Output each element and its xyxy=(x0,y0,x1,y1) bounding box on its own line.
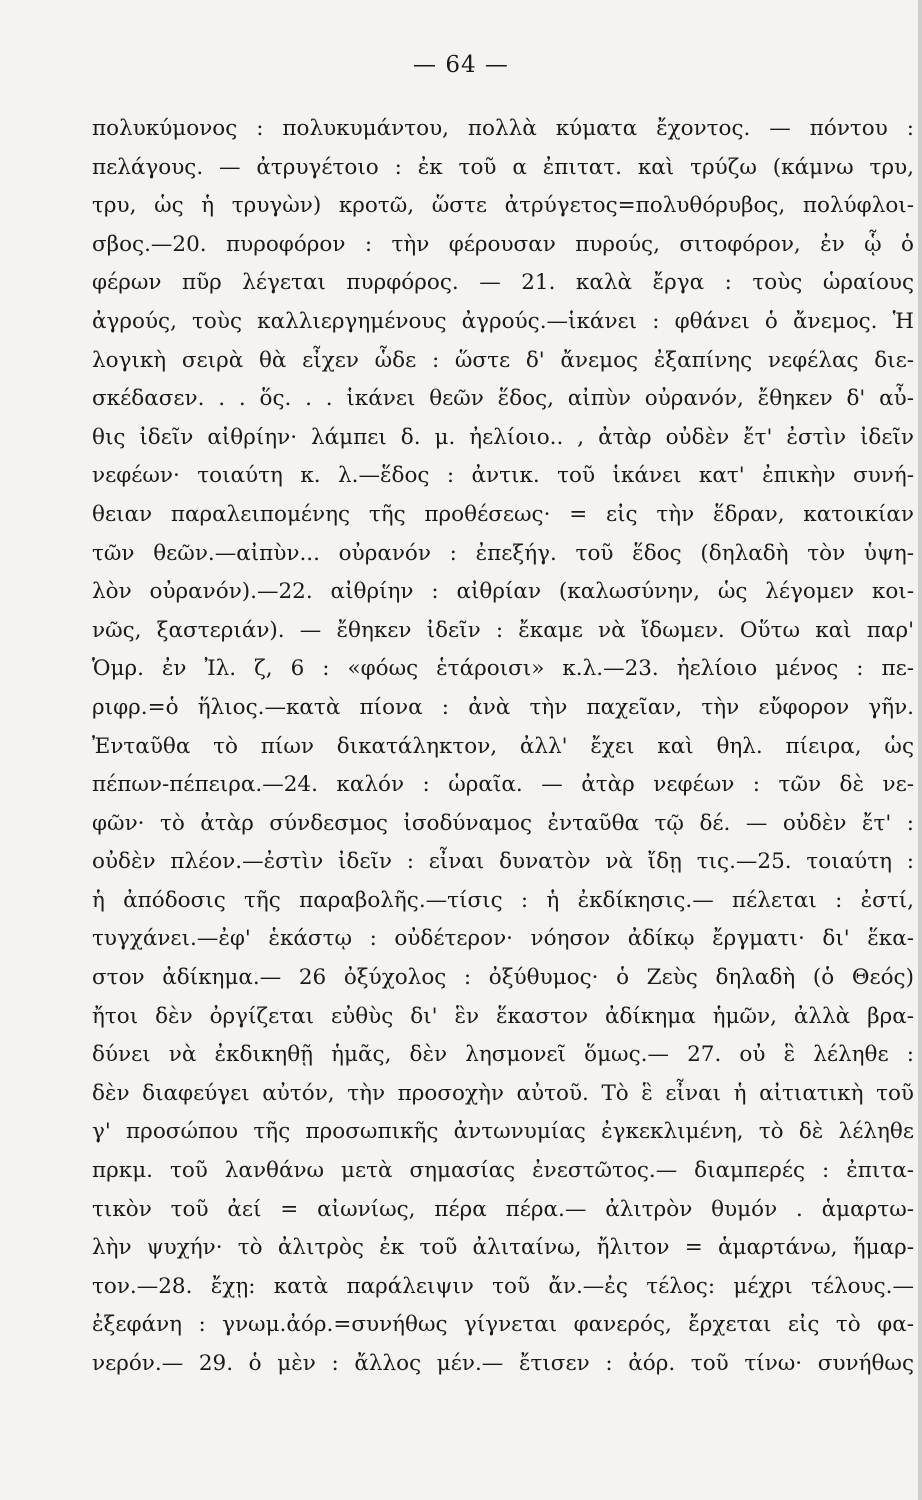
text-line: νῶς, ξαστεριάν). — ἔθηκεν ἰδεῖν : ἔκαμε νὰ ἴδωμεν. Οὕτω καὶ παρ' xyxy=(92,617,914,643)
text-line: λὸν οὐρανόν).—22. αἰθρίην : αἰθρίαν (καλωσύνην, ὡς λέγομεν κοι- xyxy=(92,579,914,605)
text-line: νεφέων· τοιαύτη κ. λ.—ἕδος : ἀντικ. τοῦ ἱκάνει κατ' ἐπικὴν συνή- xyxy=(92,463,914,489)
text-line: σκέδασεν. . . ὅς. . . ἱκάνει θεῶν ἕδος, αἰπὺν οὐρανόν, ἔθηκεν δ' αὖ- xyxy=(92,386,914,412)
text-line: οὐδὲν πλέον.—ἐστὶν ἰδεῖν : εἶναι δυνατὸν νὰ ἴδῃ τις.—25. τοιαύτη : xyxy=(92,849,914,875)
text-line: τικὸν τοῦ ἀεί = αἰωνίως, πέρα πέρα.— ἀλιτρὸν θυμόν . ἁμαρτω- xyxy=(92,1196,914,1222)
text-line: Ἐνταῦθα τὸ πίων δικατάληκτον, ἀλλ' ἔχει καὶ θηλ. πίειρα, ὡς xyxy=(92,733,914,759)
text-line: πρκμ. τοῦ λανθάνω μετὰ σημασίας ἐνεστῶτος.— διαμπερές : ἐπιτα- xyxy=(92,1158,914,1184)
text-line: Ὁμρ. ἐν Ἰλ. ζ, 6 : «φόως ἑτάροισι» κ.λ.—23. ἠελίοιο μένος : πε- xyxy=(92,656,914,682)
text-line: ἐξεφάνη : γνωμ.ἀόρ.=συνήθως γίγνεται φανερός, ἔρχεται εἰς τὸ φα- xyxy=(92,1312,914,1338)
text-line: σβος.—20. πυροφόρον : τὴν φέρουσαν πυρούς, σιτοφόρον, ἐν ᾧ ὁ xyxy=(92,231,914,257)
text-line: δὲν διαφεύγει αὐτόν, τὴν προσοχὴν αὐτοῦ. Τὸ ἓ εἶναι ἡ αἰτιατικὴ τοῦ xyxy=(92,1080,914,1106)
text-line: θις ἰδεῖν αἰθρίην· λάμπει δ. μ. ἠελίοιο.. , ἀτὰρ οὐδὲν ἔτ' ἐστὶν ἰδεῖν xyxy=(92,424,914,450)
text-line: νερόν.— 29. ὁ μὲν : ἄλλος μέν.— ἔτισεν : ἀόρ. τοῦ τίνω· συνήθως xyxy=(92,1351,914,1376)
text-line: φῶν· τὸ ἀτὰρ σύνδεσμος ἰσοδύναμος ἐνταῦθα τῷ δέ. — οὐδὲν ἔτ' : xyxy=(92,810,914,836)
text-line: ἤτοι δὲν ὀργίζεται εὐθὺς δι' ἓν ἕκαστον ἀδίκημα ἡμῶν, ἀλλὰ βρα- xyxy=(92,1003,914,1029)
text-line: στον ἀδίκημα.— 26 ὀξύχολος : ὀξύθυμος· ὁ Ζεὺς δηλαδὴ (ὁ Θεός) xyxy=(92,965,914,991)
text-line: δύνει νὰ ἐκδικηθῇ ἡμᾶς, δὲν λησμονεῖ ὅμως.— 27. οὐ ἓ λέληθε : xyxy=(92,1042,914,1068)
text-line: ἡ ἀπόδοσις τῆς παραβολῆς.—τίσις : ἡ ἐκδίκησις.— πέλεται : ἐστί, xyxy=(92,887,914,913)
text-line: γ' προσώπου τῆς προσωπικῆς ἀντωνυμίας ἐγκεκλιμένη, τὸ δὲ λέληθε xyxy=(92,1119,914,1145)
text-line: πολυκύμονος : πολυκυμάντου, πολλὰ κύματα ἔχοντος. — πόντου : xyxy=(92,116,914,141)
text-line: θειαν παραλειπομένης τῆς προθέσεως· = εἰς τὴν ἕδραν, κατοικίαν xyxy=(92,501,914,527)
text-line: πέπων-πέπειρα.—24. καλόν : ὡραῖα. — ἀτὰρ νεφέων : τῶν δὲ νε- xyxy=(92,772,914,798)
text-line: τον.—28. ἔχῃ: κατὰ παράλειψιν τοῦ ἄν.—ἐς τέλος: μέχρι τέλους.— xyxy=(92,1273,914,1299)
page-number: — 64 — xyxy=(413,52,509,78)
text-line: ἀγρούς, τοὺς καλλιεργημένους ἀγρούς.—ἱκάνει : φθάνει ὁ ἄνεμος. Ἡ xyxy=(92,308,914,334)
text-line: λογικὴ σειρὰ θὰ εἶχεν ὧδε : ὥστε δ' ἄνεμος ἐξαπίνης νεφέλας διε- xyxy=(92,347,914,373)
text-line: ριφρ.=ὁ ἥλιος.—κατὰ πίονα : ἀνὰ τὴν παχεῖαν, τὴν εὔφορον γῆν. xyxy=(92,694,914,720)
text-line: λὴν ψυχήν· τὸ ἀλιτρὸς ἐκ τοῦ ἀλιταίνω, ἤλιτον = ἁμαρτάνω, ἥμαρ- xyxy=(92,1235,914,1261)
text-line: τῶν θεῶν.—αἰπὺν... οὐρανόν : ἐπεξήγ. τοῦ ἕδος (δηλαδὴ τὸν ὑψη- xyxy=(92,540,914,566)
text-line: πελάγους. — ἀτρυγέτοιο : ἐκ τοῦ α ἐπιτατ. καὶ τρύζω (κάμνω τρυ, xyxy=(92,154,914,180)
text-line: τυγχάνει.—ἐφ' ἑκάστῳ : οὐδέτερον· νόησον ἀδίκῳ ἔργματι· δι' ἕκα- xyxy=(92,926,914,952)
page-edge xyxy=(918,0,922,1500)
commentary-text xyxy=(92,110,914,1384)
text-line: τρυ, ὡς ἡ τρυγὼν) κροτῶ, ὥστε ἀτρύγετος=πολυθόρυβος, πολύφλοι- xyxy=(92,193,914,219)
text-line: φέρων πῦρ λέγεται πυρφόρος. — 21. καλὰ ἔργα : τοὺς ὡραίους xyxy=(92,270,914,296)
